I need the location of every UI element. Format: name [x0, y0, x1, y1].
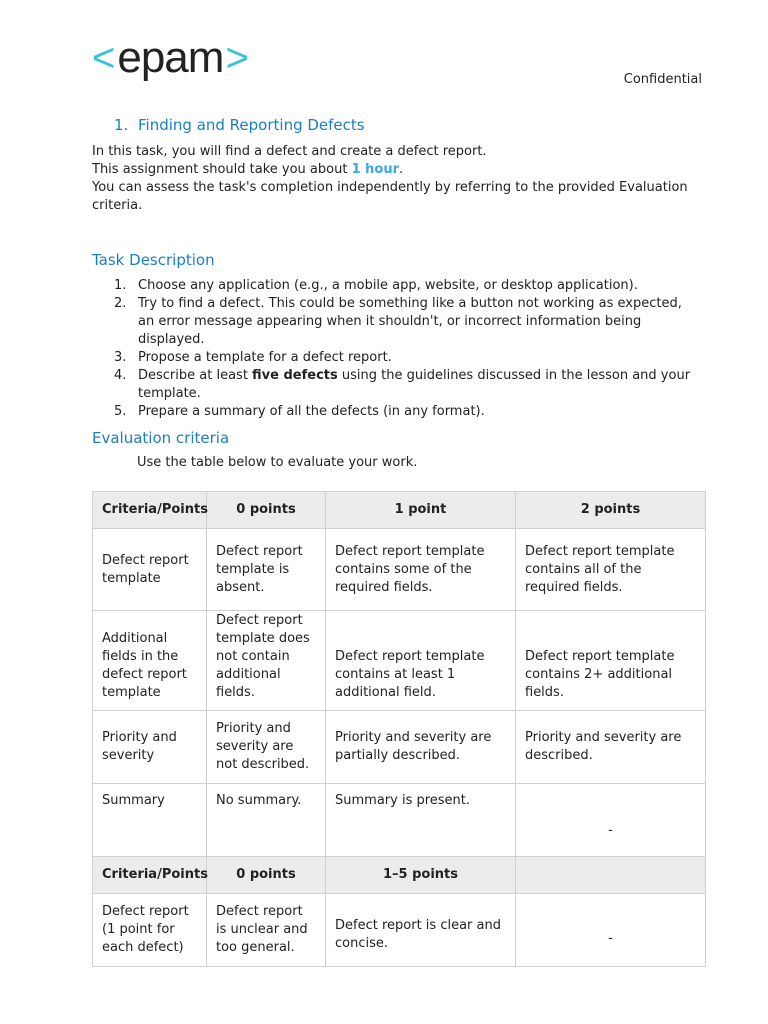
- table-cell: Defect report template contains at least 1 additional field.: [326, 611, 516, 711]
- table-cell: Additional fields in the defect report template: [93, 611, 207, 711]
- table-cell: -: [516, 784, 706, 857]
- list-item: [92, 277, 702, 295]
- table-cell: Defect report template is absent.: [207, 529, 326, 611]
- table-header-row: [93, 857, 706, 894]
- header-cell: 0 points: [207, 492, 326, 529]
- table-cell: Defect report (1 point for each defect): [93, 894, 207, 967]
- list-item: [92, 367, 702, 403]
- table-row: [93, 894, 706, 967]
- header-cell: Criteria/Points: [93, 857, 207, 894]
- header-cell: Criteria/Points: [93, 492, 207, 529]
- intro-paragraph: [92, 143, 702, 215]
- table-cell: Priority and severity are partially described.: [326, 711, 516, 784]
- table-row: [93, 784, 706, 857]
- logo-left-bracket: <: [92, 36, 116, 80]
- table-cell: Summary: [93, 784, 207, 857]
- logo-wordmark: epam: [117, 33, 224, 82]
- step-number: 1.: [114, 278, 127, 293]
- table-header-row: [93, 492, 706, 529]
- evaluation-table: [92, 491, 706, 967]
- intro-line-1: In this task, you will find a defect and create a defect report.: [92, 144, 487, 159]
- step-number: 5.: [114, 404, 127, 419]
- section-heading: [114, 116, 365, 134]
- step-number: 4.: [114, 368, 127, 383]
- table-cell: Priority and severity are not described.: [207, 711, 326, 784]
- table-row: [93, 611, 706, 711]
- table-cell: Defect report template contains 2+ additional fields.: [516, 611, 706, 711]
- step-4-bold: five defects: [252, 368, 338, 383]
- header-cell: 1–5 points: [326, 857, 516, 894]
- table-cell: Defect report is unclear and too general.: [207, 894, 326, 967]
- confidential-label: Confidential: [623, 72, 702, 87]
- intro-line-2-suffix: .: [399, 162, 404, 177]
- header-cell: 1 point: [326, 492, 516, 529]
- duration-highlight: 1 hour: [351, 162, 399, 177]
- step-text: Choose any application (e.g., a mobile app, website, or desktop application).: [138, 278, 638, 293]
- logo-right-bracket: >: [225, 36, 249, 80]
- epam-logo: [92, 33, 249, 82]
- step-text: Try to find a defect. This could be something like a button not working as expected, an error message appearing when it shouldn't, or incorrect information being displayed.: [138, 296, 682, 347]
- evaluation-instruction: Use the table below to evaluate your work.: [137, 455, 418, 470]
- step-text: Propose a template for a defect report.: [138, 350, 392, 365]
- step-4-prefix: Describe at least: [138, 368, 253, 383]
- table-cell: Summary is present.: [326, 784, 516, 857]
- table-cell: Defect report is clear and concise.: [326, 894, 516, 967]
- table-cell: Defect report template contains all of the required fields.: [516, 529, 706, 611]
- table-row: [93, 529, 706, 611]
- table-cell: Defect report template contains some of the required fields.: [326, 529, 516, 611]
- step-number: 2.: [114, 296, 127, 311]
- step-text: [138, 367, 702, 403]
- task-steps-list: [92, 277, 702, 421]
- table-cell: Defect report template does not contain additional fields.: [207, 611, 326, 711]
- step-text: Prepare a summary of all the defects (in any format).: [138, 404, 485, 419]
- list-item: [92, 403, 702, 421]
- intro-line-3: You can assess the task's completion independently by referring to the provided Evaluation criteria.: [92, 180, 688, 213]
- section-number: 1.: [114, 116, 129, 134]
- table-cell: Defect report template: [93, 529, 207, 611]
- header-cell: 2 points: [516, 492, 706, 529]
- step-number: 3.: [114, 350, 127, 365]
- table-cell: Priority and severity: [93, 711, 207, 784]
- intro-line-2-prefix: This assignment should take you about: [92, 162, 352, 177]
- section-title: Finding and Reporting Defects: [138, 116, 365, 134]
- evaluation-heading: Evaluation criteria: [92, 429, 230, 447]
- table-row: [93, 711, 706, 784]
- list-item: [92, 349, 702, 367]
- step-4-suffix: using the guidelines discussed in the lesson and your template.: [138, 368, 691, 401]
- list-item: [92, 295, 702, 349]
- table-cell: Priority and severity are described.: [516, 711, 706, 784]
- task-description-heading: Task Description: [92, 251, 215, 269]
- table-cell: No summary.: [207, 784, 326, 857]
- table-cell: -: [516, 894, 706, 967]
- header-cell: [516, 857, 706, 894]
- intro-line-2: [92, 161, 702, 179]
- header-cell: 0 points: [207, 857, 326, 894]
